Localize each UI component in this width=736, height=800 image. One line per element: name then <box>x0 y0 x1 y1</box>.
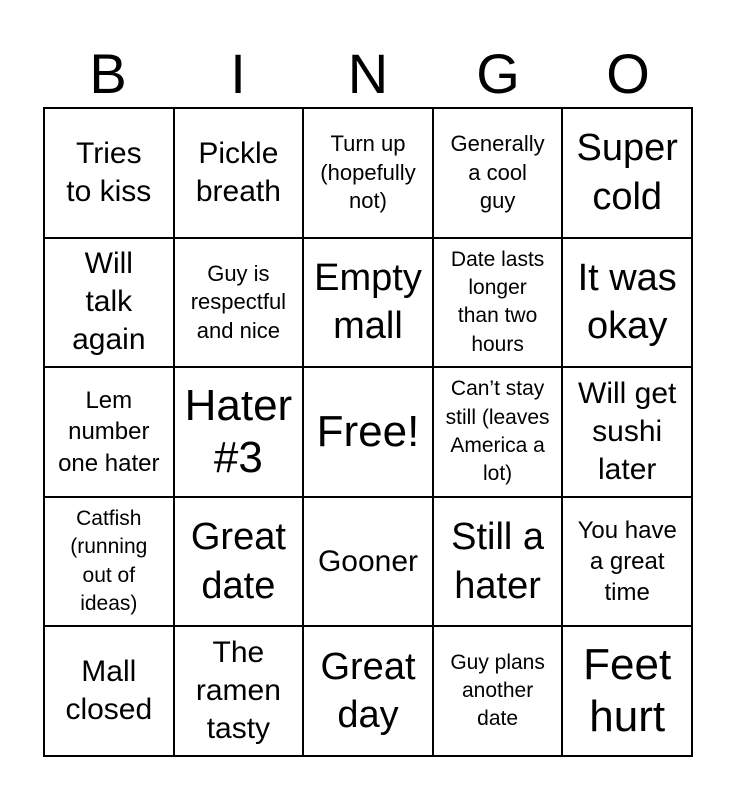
bingo-cell[interactable] <box>45 498 175 628</box>
bingo-cell[interactable] <box>563 109 693 239</box>
bingo-cell[interactable] <box>563 239 693 369</box>
cell-text: Free! <box>316 407 420 457</box>
bingo-cell[interactable] <box>434 239 564 369</box>
cell-text: Date lasts longer than two hours <box>450 247 545 356</box>
bingo-cell[interactable] <box>563 498 693 628</box>
bingo-cell[interactable] <box>175 239 305 369</box>
bingo-cell[interactable] <box>304 498 434 628</box>
cell-text: Will get sushi later <box>578 376 677 487</box>
header-letter-n: N <box>347 42 389 105</box>
cell-text: Will talk again <box>72 247 146 357</box>
bingo-cell[interactable] <box>45 627 175 757</box>
header-letter-o: O <box>606 42 650 105</box>
cell-text: Tries to kiss <box>66 136 152 208</box>
bingo-cell[interactable] <box>434 498 564 628</box>
cell-text: Can’t stay still (leaves America a lot) <box>445 377 550 486</box>
cell-text: Mall closed <box>65 655 153 727</box>
cell-text: Gooner <box>317 544 419 578</box>
cell-text: You have a great time <box>577 516 677 607</box>
cell-text: Guy is respectful and nice <box>190 260 287 343</box>
cell-text: Turn up (hopefully not) <box>320 130 416 214</box>
cell-text: Catfish (running out of ideas) <box>70 506 148 615</box>
bingo-cell[interactable] <box>304 109 434 239</box>
bingo-cell[interactable] <box>434 368 564 498</box>
bingo-cell[interactable] <box>175 627 305 757</box>
bingo-cell[interactable] <box>304 239 434 369</box>
cell-text: Lem number one hater <box>58 387 160 477</box>
cell-text: Still a hater <box>451 515 545 607</box>
header-letter-g: G <box>476 42 520 105</box>
cell-text: The ramen tasty <box>195 636 281 746</box>
bingo-cell[interactable] <box>434 627 564 757</box>
header-letter-b: B <box>89 42 127 105</box>
cell-text: Generally a cool guy <box>450 130 545 214</box>
cell-text: Empty mall <box>314 256 422 348</box>
free-space-cell[interactable] <box>304 368 434 498</box>
bingo-cell[interactable] <box>563 627 693 757</box>
header-letter-i: I <box>230 42 246 105</box>
cell-text: Great date <box>190 515 286 607</box>
bingo-cell[interactable] <box>175 498 305 628</box>
cell-text: Feet hurt <box>583 640 672 742</box>
cell-text: Great day <box>320 645 416 737</box>
bingo-header <box>43 40 693 108</box>
bingo-cell[interactable] <box>563 368 693 498</box>
bingo-cell[interactable] <box>304 627 434 757</box>
bingo-cell[interactable] <box>175 109 305 239</box>
bingo-cell[interactable] <box>45 109 175 239</box>
cell-text: Hater #3 <box>184 381 293 482</box>
bingo-cell[interactable] <box>434 109 564 239</box>
bingo-cell[interactable] <box>175 368 305 498</box>
cell-text: Super cold <box>576 127 678 218</box>
cell-text: Guy plans another date <box>450 650 545 731</box>
bingo-board <box>43 107 693 757</box>
cell-text: Pickle breath <box>195 136 281 208</box>
bingo-cell[interactable] <box>45 368 175 498</box>
cell-text: It was okay <box>577 256 677 348</box>
bingo-cell[interactable] <box>45 239 175 369</box>
